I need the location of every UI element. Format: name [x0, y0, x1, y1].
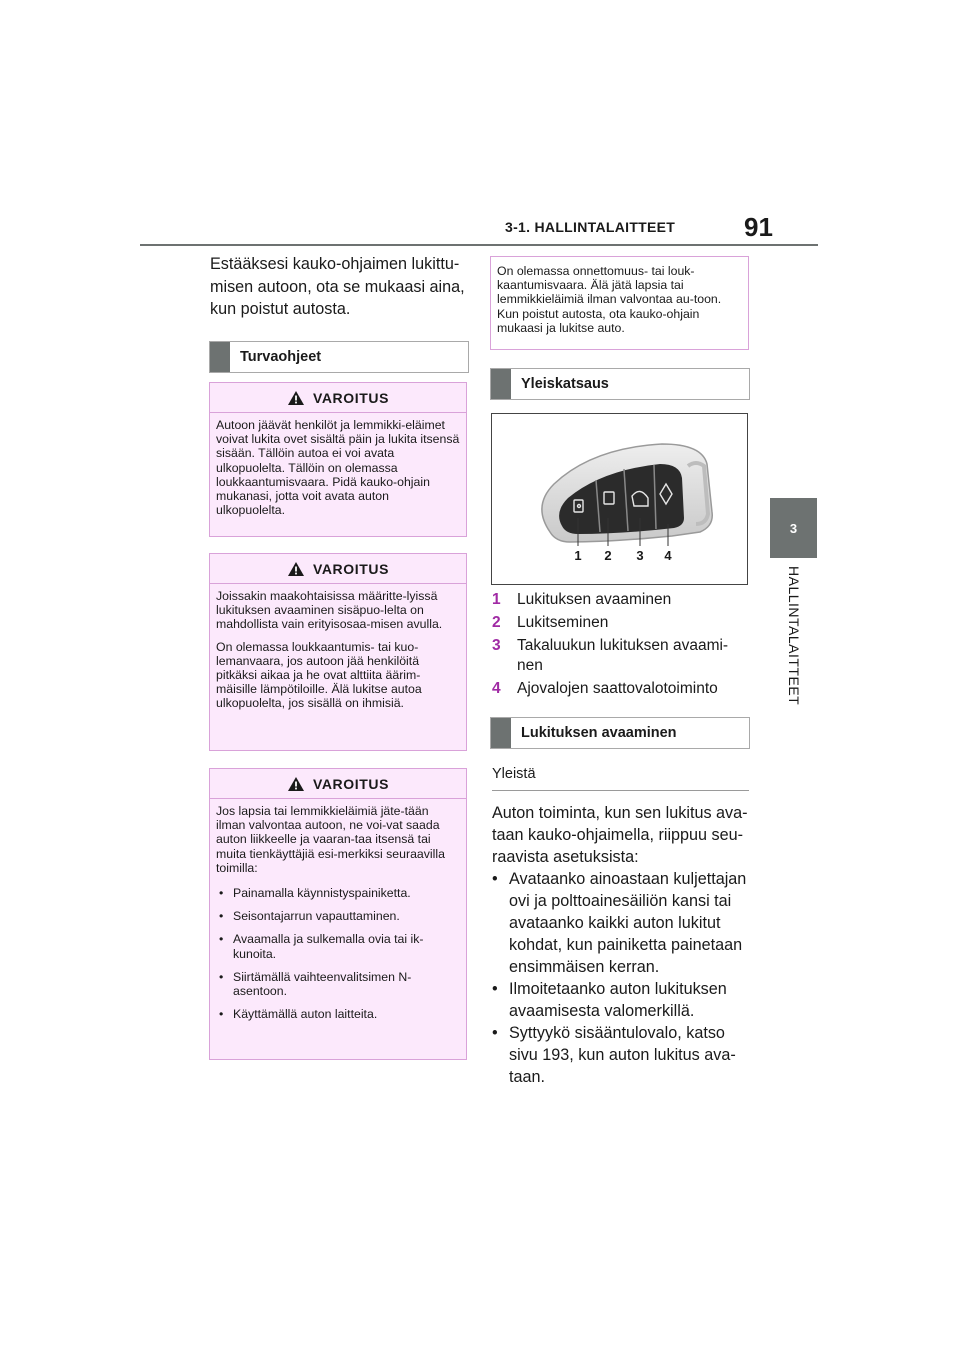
heading-overview: [490, 368, 750, 400]
warning-triangle-icon: [287, 776, 305, 792]
remote-key-figure: [491, 413, 748, 585]
warning-title: VAROITUS: [312, 389, 390, 406]
heading-marker: [491, 369, 511, 399]
header-divider: [140, 244, 818, 246]
legend-text: Ajovalojen saattovalotoiminto: [517, 680, 718, 697]
legend-number: 3: [492, 637, 501, 654]
legend-item: [490, 613, 752, 633]
heading-text: Turvaohjeet: [240, 349, 322, 365]
legend-number: 2: [492, 614, 501, 631]
list-item: • Painamalla käynnistyspainiketta.: [216, 886, 460, 900]
legend-number: 1: [492, 591, 501, 608]
list-item: • Seisontajarrun vapauttaminen.: [216, 909, 460, 923]
body-bullet-list: [492, 868, 754, 1088]
page-number: 91: [744, 212, 773, 242]
warning-paragraph: Joissakin maakohtaisissa määritte-lyissä lukituksen avaaminen sisäpuo-lelta on mahdollista vain erityisosaa-misen avulla.: [216, 589, 443, 632]
warning-title: VAROITUS: [312, 560, 390, 577]
warning-paragraph: Jos lapsia tai lemmikkieläimiä jäte-tään ilman valvontaa autoon, ne voi-vat saada auton liikkeelle ja vaaran-taa itsensä tai muita tienkäyttäjiä esi-merkiksi seuraavilla toimilla:: [216, 804, 445, 875]
legend-item: [490, 679, 752, 699]
list-item: • Siirtämällä vaihteenvalitsimen N-asentoon.: [216, 970, 460, 998]
warning-box-1: [209, 382, 467, 537]
warning-body: [210, 799, 466, 1036]
callout-2: 2: [604, 548, 612, 563]
heading-marker: [491, 718, 511, 748]
warning-paragraph: Autoon jäävät henkilöt ja lemmikki-eläimet voivat lukita ovet sisältä päin ja lukita itsensä sisään. Tällöin autoa ei voi avata ulkopuolelta. Tällöin on olemassa loukkaantumisvaara. Pidä kauko-ohjain mukanasi, jotta voit avata auton ulkopuolelta.: [216, 418, 460, 518]
chapter-tab: 3: [770, 498, 817, 558]
note-box: On olemassa onnettomuus- tai louk-kaantumisvaara. Älä jätä lapsia tai lemmikkieläimiä ilman valvontaa au-toon. Kun poistut autosta, ota kauko-ohjain mukaasi ja lukitse auto.: [490, 256, 749, 350]
legend-text: Lukituksen avaaminen: [517, 591, 672, 608]
warning-box-3: [209, 768, 467, 1060]
legend-item: [490, 636, 752, 676]
callout-1: 1: [574, 548, 582, 563]
legend-number: 4: [492, 680, 501, 697]
legend-text: Takaluukun lukituksen avaami-nen: [517, 637, 729, 674]
warning-header: [210, 554, 466, 584]
warning-triangle-icon: [287, 390, 305, 406]
warning-paragraph: On olemassa loukkaantumis- tai kuo-lemanvaara, jos autoon jää henkilöitä pitkäksi aikaa ja he ovat alttiita äärim-mäisille lämpötiloille. Älä lukitse autoa ulkopuolelta, jos sisällä on ihmisiä.: [216, 639, 422, 711]
warning-title: VAROITUS: [312, 775, 390, 792]
warning-header: [210, 769, 466, 799]
remote-key-illustration: [492, 414, 747, 584]
legend-text: Lukitseminen: [517, 614, 609, 631]
warning-bullet-list: [216, 886, 460, 1021]
subheading-general: Yleistä: [492, 766, 749, 791]
legend-item: [490, 590, 752, 610]
warning-triangle-icon: [287, 561, 305, 577]
list-item: • Avaamalla ja sulkemalla ovia tai ik-kunoita.: [216, 932, 460, 960]
warning-body: [210, 584, 466, 725]
list-item: • Syttyykö sisääntulovalo, katso sivu 193, kun auton lukitus ava-taan.: [492, 1022, 754, 1088]
list-item: • Ilmoitetaanko auton lukituksen avaamisesta valomerkillä.: [492, 978, 754, 1022]
heading-marker: [210, 342, 230, 372]
heading-text: Yleiskatsaus: [521, 376, 609, 392]
section-title: 3-1. HALLINTALAITTEET: [505, 219, 676, 235]
list-item: • Käyttämällä auton laitteita.: [216, 1007, 460, 1021]
callout-3: 3: [636, 548, 644, 563]
intro-paragraph: Estääksesi kauko-ohjaimen lukittu-misen autoon, ota se mukaasi aina, kun poistut autosta.: [210, 255, 465, 319]
warning-header: [210, 383, 466, 413]
heading-unlocking: [490, 717, 750, 749]
warning-body: [210, 413, 466, 531]
body-paragraph: Auton toiminta, kun sen lukitus ava-taan kauko-ohjaimella, riippuu seu-raavista asetuksista:: [492, 804, 748, 866]
heading-text: Lukituksen avaaminen: [521, 725, 677, 741]
warning-box-2: [209, 553, 467, 751]
list-item: • Avataanko ainoastaan kuljettajan ovi ja polttoainesäiliön kansi tai avataanko kaikki auton lukitut kohdat, kun painiketta painetaan ensimmäisen kerran.: [492, 868, 754, 978]
heading-safety: [209, 341, 469, 373]
figure-legend: [490, 590, 752, 702]
callout-4: 4: [664, 548, 672, 563]
chapter-side-label: HALLINTALAITTEET: [786, 566, 802, 706]
unlocking-body: [492, 802, 754, 1088]
